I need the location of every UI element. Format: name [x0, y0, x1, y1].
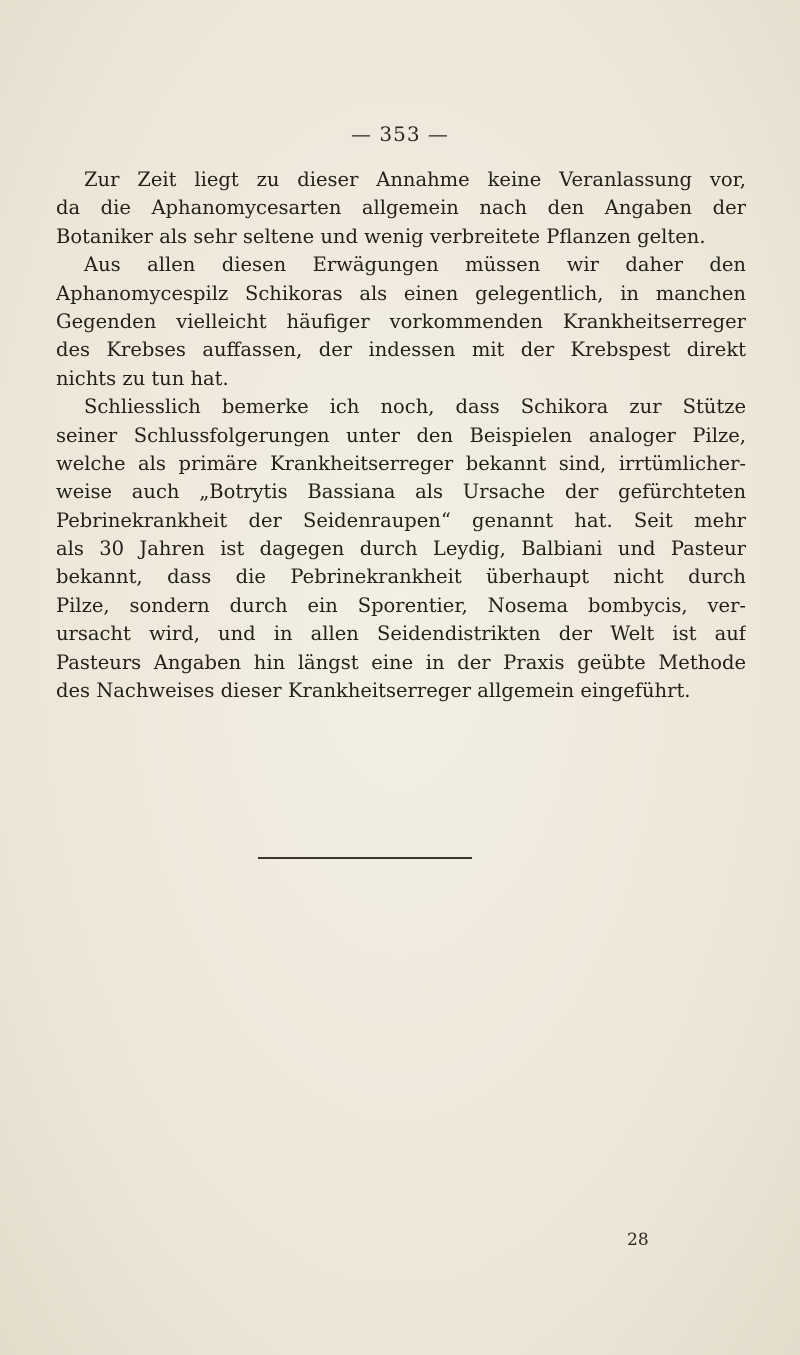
text-line: bekannt, dass die Pebrinekrankheit überhaupt nicht durch: [56, 565, 746, 589]
page-number: — 353 —: [351, 122, 449, 146]
text-line: welche als primäre Krankheitserreger bekannt sind, irrtümlicher-: [56, 451, 746, 475]
signature-mark: 28: [627, 1230, 649, 1250]
text-line: ursacht wird, und in allen Seidendistrikten der Welt ist auf: [56, 622, 746, 646]
text-line: Aus allen diesen Erwägungen müssen wir daher den: [84, 253, 746, 277]
text-line: weise auch „Botrytis Bassiana als Ursache der gefürchteten: [56, 480, 746, 504]
text-line: da die Aphanomycesarten allgemein nach den Angaben der: [56, 196, 746, 220]
text-line: Schliesslich bemerke ich noch, dass Schikora zur Stütze: [84, 395, 746, 419]
text-line: Pilze, sondern durch ein Sporentier, Nosema bombycis, ver-: [56, 593, 746, 617]
text-line: Aphanomycespilz Schikoras als einen gelegentlich, in manchen: [56, 281, 746, 305]
text-line: Pasteurs Angaben hin längst eine in der Praxis geübte Methode: [56, 650, 746, 674]
text-line: Pebrinekrankheit der Seidenraupen“ genannt hat. Seit mehr: [56, 508, 746, 532]
text-line: als 30 Jahren ist dagegen durch Leydig, Balbiani und Pasteur: [56, 537, 746, 561]
text-line: des Nachweises dieser Krankheitserreger allgemein eingeführt.: [56, 679, 691, 703]
text-line: nichts zu tun hat.: [56, 366, 229, 390]
text-line: des Krebses auffassen, der indessen mit der Krebspest direkt: [56, 338, 746, 362]
text-line: Zur Zeit liegt zu dieser Annahme keine Veranlassung vor,: [84, 168, 746, 191]
section-divider: [258, 857, 472, 859]
text-line: Gegenden vielleicht häufiger vorkommenden Krankheitserreger: [56, 309, 746, 333]
text-line: Botaniker als sehr seltene und wenig verbreitete Pflanzen gelten.: [56, 224, 706, 248]
text-line: seiner Schlussfolgerungen unter den Beispielen analoger Pilze,: [56, 423, 746, 447]
body-text: [56, 166, 746, 705]
